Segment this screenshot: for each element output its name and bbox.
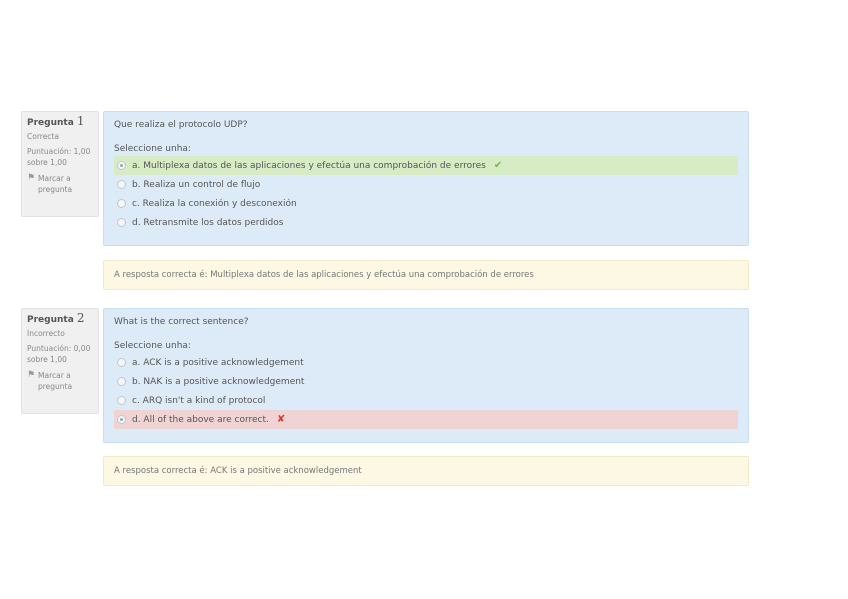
flag-label: Marcar a pregunta [38, 371, 73, 391]
answer-option[interactable] [114, 194, 738, 213]
question-formulation [103, 111, 749, 246]
answer-option[interactable] [114, 353, 738, 372]
radio-button[interactable] [117, 161, 126, 170]
radio-button[interactable] [117, 218, 126, 227]
flag-question-link[interactable] [27, 370, 96, 392]
check-icon: ✔ [493, 160, 503, 171]
feedback-text: A resposta correcta é: ACK is a positive acknowledgement [114, 466, 362, 476]
answer-prompt: Seleccione unha: [114, 341, 191, 351]
question-formulation [103, 308, 749, 443]
answer-label: b. NAK is a positive acknowledgement [132, 376, 305, 387]
feedback-text: A resposta correcta é: Multiplexa datos de las aplicaciones y efectúa una comprobación de errores [114, 270, 534, 280]
question-number-value: 2 [76, 311, 85, 325]
answer-option[interactable] [114, 213, 738, 232]
answer-label: d. All of the above are correct. [132, 414, 269, 425]
question-info [21, 111, 99, 217]
correct-answer-feedback [103, 456, 749, 486]
answer-label: a. ACK is a positive acknowledgement [132, 357, 304, 368]
radio-button[interactable] [117, 358, 126, 367]
radio-button[interactable] [117, 415, 126, 424]
question-label: Pregunta [27, 315, 74, 325]
question-number [27, 313, 96, 326]
answer-option[interactable] [114, 410, 738, 429]
answer-option[interactable] [114, 175, 738, 194]
question-label: Pregunta [27, 118, 74, 128]
correct-answer-feedback [103, 260, 749, 290]
question-info [21, 308, 99, 414]
radio-button[interactable] [117, 199, 126, 208]
answer-label: c. ARQ isn't a kind of protocol [132, 395, 266, 406]
radio-button[interactable] [117, 396, 126, 405]
question-state: Incorrecto [27, 329, 65, 338]
answer-option[interactable] [114, 156, 738, 175]
flag-icon: ⚑ [27, 370, 36, 380]
answer-option[interactable] [114, 391, 738, 410]
radio-button[interactable] [117, 180, 126, 189]
answer-label: d. Retransmite los datos perdidos [132, 217, 284, 228]
flag-label: Marcar a pregunta [38, 174, 73, 194]
answer-label: a. Multiplexa datos de las aplicaciones y efectúa una comprobación de errores [132, 160, 486, 171]
flag-icon: ⚑ [27, 173, 36, 183]
question-text: Que realiza el protocolo UDP? [114, 120, 248, 130]
question-number [27, 116, 96, 129]
question-text: What is the correct sentence? [114, 317, 249, 327]
cross-icon: ✘ [276, 414, 286, 425]
radio-button[interactable] [117, 377, 126, 386]
question-grade: Puntuación: 1,00 sobre 1,00 [27, 147, 91, 167]
question-number-value: 1 [76, 114, 85, 128]
question-state: Correcta [27, 132, 59, 141]
question-grade: Puntuación: 0,00 sobre 1,00 [27, 344, 91, 364]
answer-option[interactable] [114, 372, 738, 391]
answer-label: b. Realiza un control de flujo [132, 179, 261, 190]
flag-question-link[interactable] [27, 173, 96, 195]
answer-label: c. Realiza la conexión y desconexión [132, 198, 297, 209]
answer-prompt: Seleccione unha: [114, 144, 191, 154]
